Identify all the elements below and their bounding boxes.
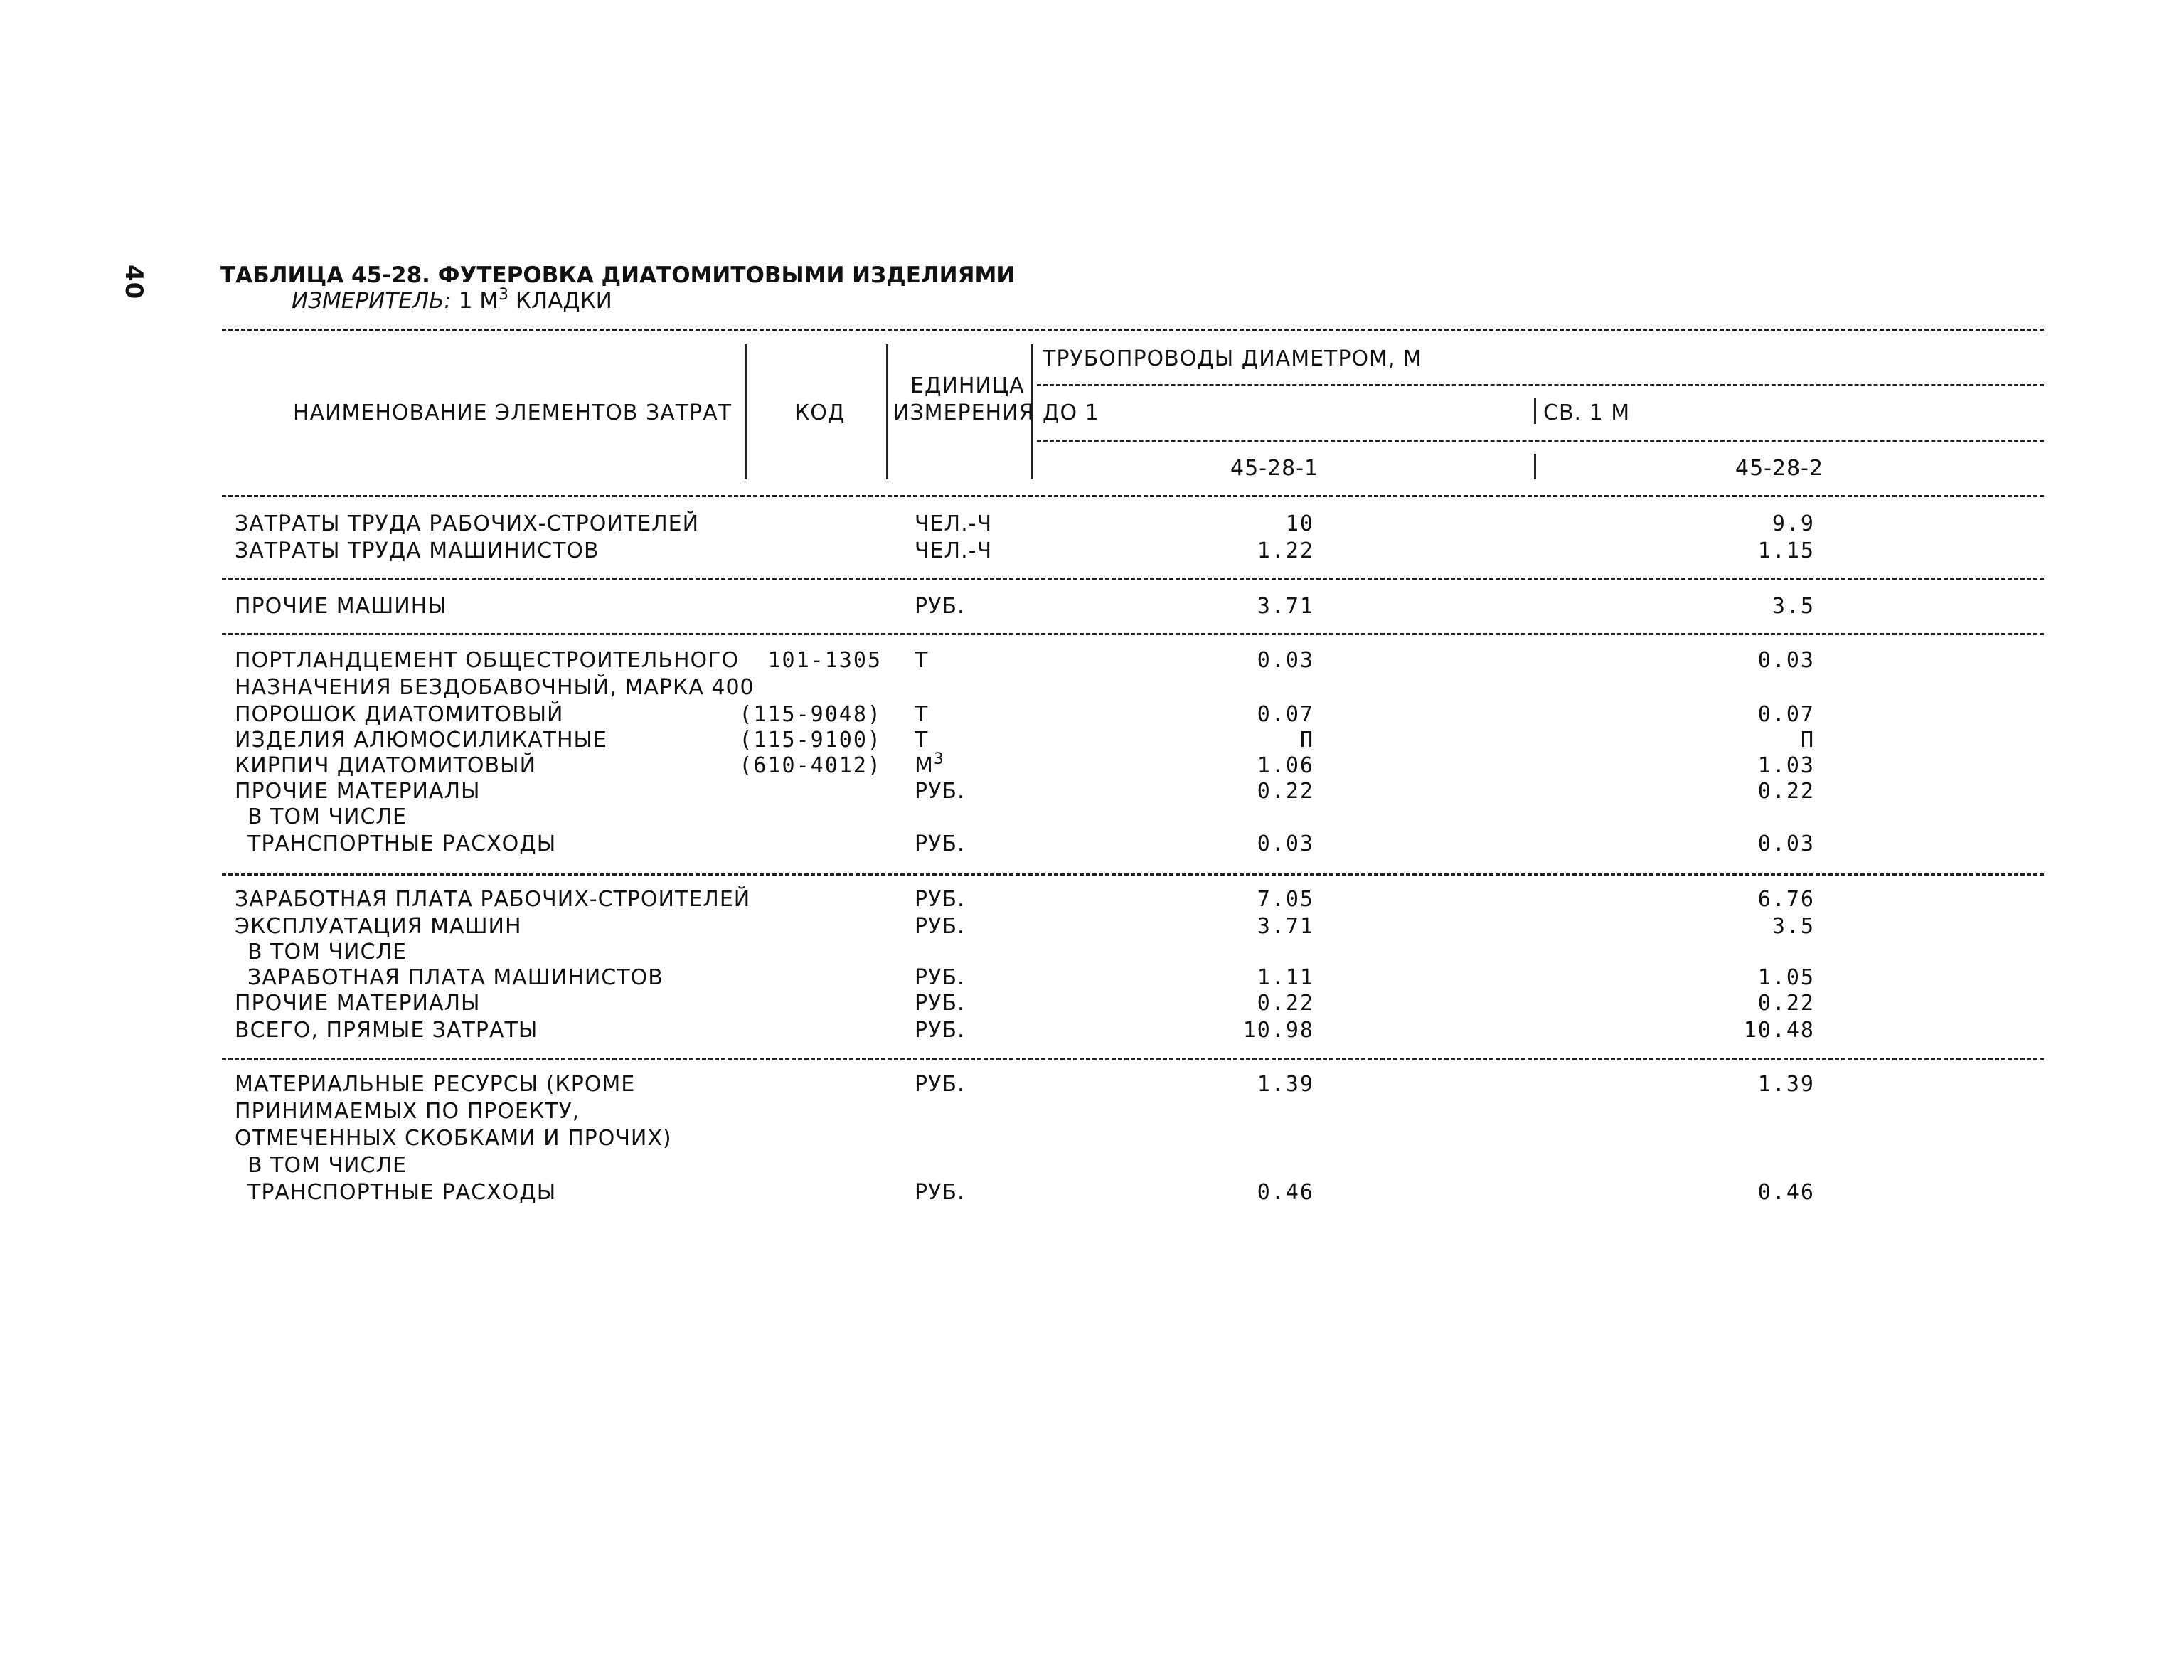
row-value-sv1: 1.03 — [1757, 753, 1815, 778]
row-unit-text: ЧЕЛ.-Ч — [915, 538, 993, 563]
row-value-sv1: 3.5 — [1772, 914, 1815, 939]
table-title: ТАБЛИЦА 45-28. ФУТЕРОВКА ДИАТОМИТОВЫМИ ИЗДЕЛИЯМИ — [220, 262, 1016, 288]
row-unit-text: Т — [915, 728, 929, 753]
row-name: ЗАРАБОТНАЯ ПЛАТА РАБОЧИХ-СТРОИТЕЛЕЙ — [235, 887, 751, 912]
header-code1: 45-28-1 — [1230, 456, 1319, 481]
row-value-do1: 1.06 — [1257, 753, 1314, 778]
row-name: ЗАРАБОТНАЯ ПЛАТА МАШИНИСТОВ — [247, 965, 664, 990]
row-value-sv1: 3.5 — [1772, 594, 1815, 619]
meter-value-prefix: 1 М — [458, 288, 499, 314]
row-name: ЗАТРАТЫ ТРУДА РАБОЧИХ-СТРОИТЕЛЕЙ — [235, 511, 700, 536]
row-value-do1: 10 — [1285, 511, 1314, 536]
row-name: ОТМЕЧЕННЫХ СКОБКАМИ И ПРОЧИХ) — [235, 1126, 672, 1151]
header-sub2: СВ. 1 М — [1543, 400, 1631, 425]
row-name: ПРИНИМАЕМЫХ ПО ПРОЕКТУ, — [235, 1099, 580, 1124]
header-code2: 45-28-2 — [1735, 456, 1824, 481]
meter-value — [459, 288, 612, 314]
row-name: В ТОМ ЧИСЛЕ — [247, 940, 407, 964]
row-unit — [915, 781, 965, 802]
row-value-do1: 3.71 — [1257, 914, 1314, 939]
row-name: ИЗДЕЛИЯ АЛЮМОСИЛИКАТНЫЕ — [235, 728, 607, 753]
row-unit-sup: 3 — [933, 750, 944, 768]
header-code-col: КОД — [794, 400, 846, 425]
header-divider-codes — [1534, 454, 1536, 479]
header-divider-sub — [1534, 398, 1536, 424]
row-value-sv1: 0.03 — [1757, 648, 1815, 673]
row-name: ПРОЧИЕ МАТЕРИАЛЫ — [235, 991, 481, 1016]
row-value-sv1: 0.03 — [1757, 831, 1815, 856]
row-unit-text: РУБ. — [915, 1180, 965, 1205]
row-unit — [915, 596, 965, 617]
row-unit-text: РУБ. — [915, 914, 965, 939]
row-unit-text: РУБ. — [915, 965, 965, 990]
row-value-sv1: 0.07 — [1757, 702, 1815, 727]
row-code: 101-1305 — [767, 648, 882, 673]
row-name: КИРПИЧ ДИАТОМИТОВЫЙ — [235, 753, 537, 778]
row-name: ЗАТРАТЫ ТРУДА МАШИНИСТОВ — [235, 538, 600, 563]
row-value-do1: 0.46 — [1257, 1180, 1314, 1205]
row-unit — [915, 831, 965, 856]
row-name: ТРАНСПОРТНЫЕ РАСХОДЫ — [247, 831, 557, 856]
row-unit — [915, 538, 993, 563]
row-value-sv1: 0.22 — [1757, 991, 1815, 1016]
row-value-do1: 3.71 — [1257, 594, 1314, 619]
row-value-do1: 1.11 — [1257, 965, 1314, 990]
header-name-col: НАИМЕНОВАНИЕ ЭЛЕМЕНТОВ ЗАТРАТ — [293, 400, 733, 425]
header-unit-line2: ИЗМЕРЕНИЯ — [893, 400, 1035, 425]
row-value-sv1: 6.76 — [1757, 887, 1815, 912]
header-group: ТРУБОПРОВОДЫ ДИАМЕТРОМ, М — [1043, 346, 1422, 371]
row-value-sv1: 1.15 — [1757, 538, 1815, 563]
row-name: ПОРТЛАНДЦЕМЕНТ ОБЩЕСТРОИТЕЛЬНОГО — [235, 648, 740, 673]
row-value-sv1: 9.9 — [1772, 511, 1815, 536]
page-number: 40 — [119, 265, 148, 300]
row-name: МАТЕРИАЛЬНЫЕ РЕСУРСЫ (КРОМЕ — [235, 1072, 636, 1097]
header-unit-line1: ЕДИНИЦА — [910, 373, 1025, 398]
meter-value-suffix: КЛАДКИ — [508, 288, 612, 314]
row-unit — [915, 967, 965, 989]
row-name: ПРОЧИЕ МАТЕРИАЛЫ — [235, 779, 481, 804]
section-rule-2 — [222, 633, 2044, 635]
row-value-do1: 0.07 — [1257, 702, 1314, 727]
row-unit — [915, 1074, 965, 1095]
row-value-do1: 0.03 — [1257, 831, 1314, 856]
row-unit-text: ЧЕЛ.-Ч — [915, 511, 993, 536]
row-value-sv1: 1.39 — [1757, 1072, 1815, 1097]
row-unit — [915, 889, 965, 910]
row-unit-text: РУБ. — [915, 1072, 965, 1097]
header-sub-rule — [1037, 440, 2044, 442]
row-unit — [915, 750, 944, 778]
row-value-sv1: П — [1800, 728, 1815, 753]
row-unit-text: М — [915, 753, 934, 778]
row-value-sv1: 10.48 — [1743, 1018, 1815, 1043]
row-value-do1: 10.98 — [1242, 1018, 1314, 1043]
row-unit — [915, 993, 965, 1014]
header-bottom-rule — [222, 495, 2044, 497]
row-code: (115-9100) — [739, 728, 882, 753]
row-value-sv1: 1.05 — [1757, 965, 1815, 990]
row-unit — [915, 916, 965, 937]
row-unit-text: РУБ. — [915, 779, 965, 804]
row-unit-text: Т — [915, 648, 929, 673]
row-code: (115-9048) — [739, 702, 882, 727]
row-value-do1: П — [1299, 728, 1314, 753]
row-value-do1: 0.22 — [1257, 779, 1314, 804]
row-unit — [915, 1020, 965, 1041]
header-divider-name — [745, 344, 747, 479]
section-rule-4 — [222, 1058, 2044, 1060]
section-rule-3 — [222, 873, 2044, 876]
header-divider-code — [886, 344, 888, 479]
row-name: В ТОМ ЧИСЛЕ — [247, 1153, 407, 1178]
row-unit-text: РУБ. — [915, 887, 965, 912]
row-unit — [915, 650, 928, 671]
row-code: (610-4012) — [739, 753, 882, 778]
row-name: В ТОМ ЧИСЛЕ — [247, 804, 407, 829]
row-unit-text: РУБ. — [915, 831, 965, 856]
row-unit — [915, 704, 928, 725]
row-unit — [915, 730, 928, 751]
row-value-do1: 1.22 — [1257, 538, 1314, 563]
meter-label: ИЗМЕРИТЕЛЬ: — [292, 288, 452, 314]
row-name: ЭКСПЛУАТАЦИЯ МАШИН — [235, 914, 522, 939]
header-group-rule — [1037, 384, 2044, 386]
row-name: ПОРОШОК ДИАТОМИТОВЫЙ — [235, 702, 564, 727]
row-name: НАЗНАЧЕНИЯ БЕЗДОБАВОЧНЫЙ, МАРКА 400 — [235, 675, 755, 700]
row-name: ТРАНСПОРТНЫЕ РАСХОДЫ — [247, 1180, 557, 1205]
section-rule-1 — [222, 578, 2044, 580]
meter-value-sup: 3 — [499, 286, 509, 304]
row-value-do1: 0.22 — [1257, 991, 1314, 1016]
header-top-rule — [222, 329, 2044, 331]
row-value-sv1: 0.46 — [1757, 1180, 1815, 1205]
row-unit — [915, 1182, 965, 1203]
meter-line — [292, 286, 612, 314]
row-name: ВСЕГО, ПРЯМЫЕ ЗАТРАТЫ — [235, 1018, 538, 1043]
row-value-do1: 7.05 — [1257, 887, 1314, 912]
row-unit-text: РУБ. — [915, 594, 965, 619]
row-unit-text: Т — [915, 702, 929, 727]
header-sub1: ДО 1 — [1043, 400, 1099, 425]
row-value-do1: 1.39 — [1257, 1072, 1314, 1097]
row-value-sv1: 0.22 — [1757, 779, 1815, 804]
row-name: ПРОЧИЕ МАШИНЫ — [235, 594, 447, 619]
row-unit-text: РУБ. — [915, 1018, 965, 1043]
row-unit-text: РУБ. — [915, 991, 965, 1016]
row-value-do1: 0.03 — [1257, 648, 1314, 673]
row-unit — [915, 511, 993, 536]
